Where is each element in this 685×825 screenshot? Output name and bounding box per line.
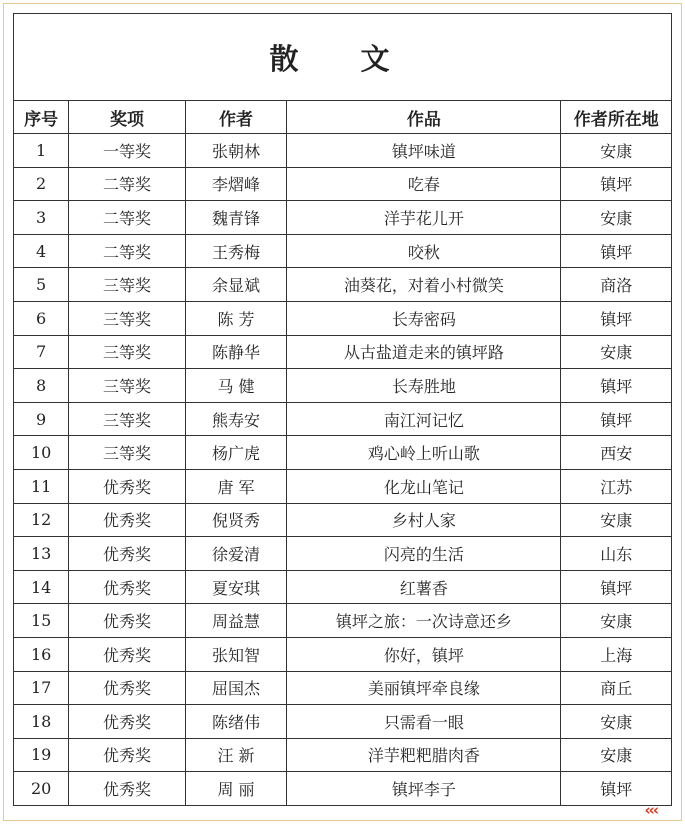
cell-work: 长寿胜地 — [287, 369, 561, 403]
table-row — [14, 369, 672, 403]
table-row — [14, 637, 672, 671]
cell-work: 镇坪味道 — [287, 134, 561, 168]
cell-location: 安康 — [561, 604, 672, 638]
table-row — [14, 335, 672, 369]
cell-award: 二等奖 — [69, 234, 186, 268]
table-row — [14, 705, 672, 739]
cell-award: 优秀奖 — [69, 469, 186, 503]
cell-award: 二等奖 — [69, 167, 186, 201]
cell-author: 倪贤秀 — [185, 503, 286, 537]
cell-award: 三等奖 — [69, 402, 186, 436]
table-row — [14, 738, 672, 772]
awards-table — [13, 13, 672, 806]
table-row — [14, 167, 672, 201]
cell-award: 优秀奖 — [69, 705, 186, 739]
table-row — [14, 436, 672, 470]
cell-award: 优秀奖 — [69, 503, 186, 537]
cell-location: 安康 — [561, 134, 672, 168]
cell-author: 马 健 — [185, 369, 286, 403]
cell-location: 安康 — [561, 738, 672, 772]
cell-index: 8 — [14, 369, 69, 403]
table-title: 散 文 — [14, 14, 672, 101]
header-work: 作品 — [287, 101, 561, 134]
table-row — [14, 134, 672, 168]
cell-location: 安康 — [561, 705, 672, 739]
header-row — [14, 101, 672, 134]
header-index: 序号 — [14, 101, 69, 134]
cell-work: 南江河记忆 — [287, 402, 561, 436]
cell-index: 11 — [14, 469, 69, 503]
cell-author: 王秀梅 — [185, 234, 286, 268]
cell-author: 陈绪伟 — [185, 705, 286, 739]
cell-author: 徐爱清 — [185, 537, 286, 571]
header-author: 作者 — [185, 101, 286, 134]
cell-award: 三等奖 — [69, 436, 186, 470]
cell-location: 镇坪 — [561, 167, 672, 201]
cell-author: 陈 芳 — [185, 301, 286, 335]
cell-work: 红薯香 — [287, 570, 561, 604]
table-row — [14, 671, 672, 705]
cell-location: 江苏 — [561, 469, 672, 503]
cell-author: 魏青锋 — [185, 201, 286, 235]
table-row — [14, 402, 672, 436]
cell-award: 优秀奖 — [69, 671, 186, 705]
cell-location: 商丘 — [561, 671, 672, 705]
cell-index: 4 — [14, 234, 69, 268]
table-row — [14, 268, 672, 302]
header-location: 作者所在地 — [561, 101, 672, 134]
cell-author: 李熠峰 — [185, 167, 286, 201]
cell-author: 屈国杰 — [185, 671, 286, 705]
cell-index: 13 — [14, 537, 69, 571]
cell-author: 周 丽 — [185, 772, 286, 806]
cell-author: 唐 军 — [185, 469, 286, 503]
cell-work: 长寿密码 — [287, 301, 561, 335]
cell-award: 优秀奖 — [69, 537, 186, 571]
table-row — [14, 234, 672, 268]
cell-work: 洋芋花儿开 — [287, 201, 561, 235]
cell-index: 1 — [14, 134, 69, 168]
cell-award: 优秀奖 — [69, 738, 186, 772]
cell-work: 吃春 — [287, 167, 561, 201]
cell-location: 西安 — [561, 436, 672, 470]
table-row — [14, 772, 672, 806]
cell-author: 张知智 — [185, 637, 286, 671]
cell-index: 6 — [14, 301, 69, 335]
cell-work: 镇坪李子 — [287, 772, 561, 806]
cell-index: 5 — [14, 268, 69, 302]
cell-location: 山东 — [561, 537, 672, 571]
cell-index: 3 — [14, 201, 69, 235]
cell-index: 12 — [14, 503, 69, 537]
cell-location: 安康 — [561, 503, 672, 537]
cell-index: 18 — [14, 705, 69, 739]
table-row — [14, 201, 672, 235]
cell-index: 9 — [14, 402, 69, 436]
cell-award: 二等奖 — [69, 201, 186, 235]
table-row — [14, 537, 672, 571]
cell-index: 20 — [14, 772, 69, 806]
cell-location: 安康 — [561, 201, 672, 235]
cell-location: 镇坪 — [561, 369, 672, 403]
table-row — [14, 469, 672, 503]
cell-work: 鸡心岭上听山歌 — [287, 436, 561, 470]
cell-work: 只需看一眼 — [287, 705, 561, 739]
cell-work: 乡村人家 — [287, 503, 561, 537]
cell-award: 优秀奖 — [69, 637, 186, 671]
cell-location: 镇坪 — [561, 301, 672, 335]
cell-index: 7 — [14, 335, 69, 369]
cell-index: 2 — [14, 167, 69, 201]
table-row — [14, 503, 672, 537]
cell-index: 19 — [14, 738, 69, 772]
cell-location: 镇坪 — [561, 402, 672, 436]
cell-location: 安康 — [561, 335, 672, 369]
cell-location: 商洛 — [561, 268, 672, 302]
cell-author: 周益慧 — [185, 604, 286, 638]
cell-index: 10 — [14, 436, 69, 470]
cell-location: 上海 — [561, 637, 672, 671]
cell-author: 汪 新 — [185, 738, 286, 772]
cell-index: 17 — [14, 671, 69, 705]
cell-award: 三等奖 — [69, 335, 186, 369]
cell-work: 美丽镇坪牵良缘 — [287, 671, 561, 705]
cell-award: 三等奖 — [69, 369, 186, 403]
cell-work: 咬秋 — [287, 234, 561, 268]
cell-author: 陈静华 — [185, 335, 286, 369]
header-award: 奖项 — [69, 101, 186, 134]
cell-author: 张朝林 — [185, 134, 286, 168]
cell-author: 杨广虎 — [185, 436, 286, 470]
cell-author: 熊寿安 — [185, 402, 286, 436]
cell-work: 油葵花，对着小村微笑 — [287, 268, 561, 302]
cell-author: 夏安琪 — [185, 570, 286, 604]
chevron-left-icon[interactable]: ‹‹‹ — [644, 801, 657, 819]
cell-index: 16 — [14, 637, 69, 671]
cell-work: 闪亮的生活 — [287, 537, 561, 571]
cell-award: 三等奖 — [69, 301, 186, 335]
table-row — [14, 570, 672, 604]
cell-work: 洋芋粑粑腊肉香 — [287, 738, 561, 772]
cell-award: 优秀奖 — [69, 604, 186, 638]
cell-work: 你好，镇坪 — [287, 637, 561, 671]
cell-location: 镇坪 — [561, 772, 672, 806]
cell-work: 镇坪之旅：一次诗意还乡 — [287, 604, 561, 638]
cell-location: 镇坪 — [561, 234, 672, 268]
cell-award: 一等奖 — [69, 134, 186, 168]
cell-location: 镇坪 — [561, 570, 672, 604]
table-row — [14, 301, 672, 335]
cell-work: 从古盐道走来的镇坪路 — [287, 335, 561, 369]
cell-author: 余显斌 — [185, 268, 286, 302]
cell-index: 14 — [14, 570, 69, 604]
cell-award: 优秀奖 — [69, 570, 186, 604]
cell-index: 15 — [14, 604, 69, 638]
cell-award: 优秀奖 — [69, 772, 186, 806]
cell-award: 三等奖 — [69, 268, 186, 302]
cell-work: 化龙山笔记 — [287, 469, 561, 503]
table-row — [14, 604, 672, 638]
